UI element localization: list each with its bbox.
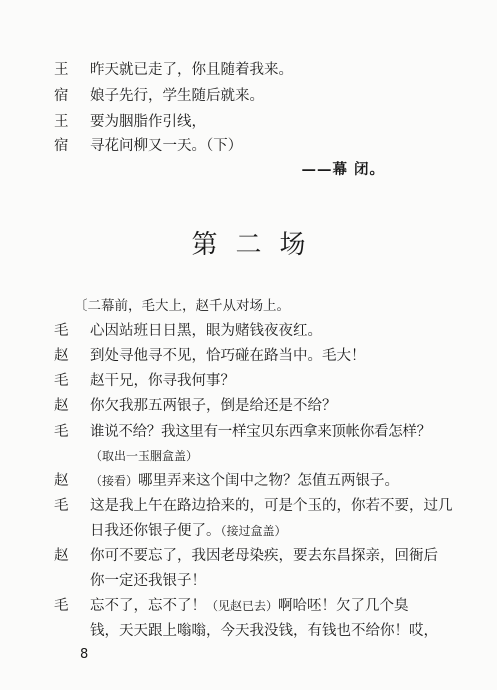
speaker-label: 宿 — [54, 88, 69, 104]
speaker-label: 王 — [54, 114, 69, 130]
stage-direction: （接看） — [90, 474, 139, 488]
stage-direction: （见赵已去） — [206, 599, 279, 613]
dialogue-line — [0, 134, 497, 158]
stage-direction-line — [0, 444, 497, 468]
dialogue-line — [0, 569, 497, 593]
dialogue-fragment: 啊哈呸！欠了几个臭 — [278, 598, 409, 614]
speaker-label: 赵 — [54, 398, 69, 414]
speaker-label: 王 — [54, 62, 69, 78]
curtain-close-direction: ——幕 闭。 — [301, 161, 385, 178]
dialogue-line — [0, 594, 497, 618]
dialogue-line — [0, 58, 497, 82]
dialogue-text: 你可不要忘了，我因老母染疾，要去东昌探亲，回衙后 — [90, 548, 438, 564]
dialogue-fragment: 日我还你银子便了。 — [90, 523, 221, 539]
dialogue-text: 昨天就已走了，你且随着我来。 — [90, 62, 293, 78]
stage-direction: （接过盒盖） — [220, 524, 287, 538]
speaker-label: 赵 — [54, 548, 69, 564]
speaker-label: 毛 — [54, 373, 69, 389]
dialogue-text: 要为胭脂作引线， — [90, 114, 206, 130]
speaker-label: 毛 — [54, 498, 69, 514]
dialogue-text — [90, 519, 471, 543]
dialogue-line — [0, 544, 497, 568]
stage-direction: 〔二幕前，毛大上，赵千从对场上。 — [74, 298, 290, 314]
dialogue-text: 你欠我那五两银子，倒是给还是不给？ — [90, 398, 337, 414]
speaker-label: 宿 — [54, 138, 69, 154]
dialogue-text: 钱，天天跟上嗡嗡，今天我没钱，有钱也不给你！哎， — [90, 623, 438, 639]
dialogue-line — [0, 84, 497, 108]
dialogue-text — [90, 594, 471, 618]
speaker-label: 毛 — [54, 323, 69, 339]
speaker-label: 毛 — [54, 424, 69, 440]
dialogue-line — [0, 619, 497, 643]
dialogue-line — [0, 519, 497, 543]
dialogue-line — [0, 319, 497, 343]
dialogue-line — [0, 494, 497, 518]
dialogue-text: 娘子先行，学生随后就来。 — [90, 88, 264, 104]
dialogue-text: 心因站班日日黑，眼为赌钱夜夜红。 — [90, 323, 322, 339]
dialogue-text: 寻花问柳又一天。（下） — [90, 138, 243, 154]
dialogue-fragment: 忘不了，忘不了！ — [90, 598, 206, 614]
dialogue-text — [90, 469, 471, 493]
dialogue-text: 到处寻他寻不见，恰巧碰在路当中。毛大！ — [90, 348, 366, 364]
speaker-label: 毛 — [54, 598, 69, 614]
speaker-label: 赵 — [54, 348, 69, 364]
dialogue-text: 谁说不给？我这里有一样宝贝东西拿来顶帐你看怎样？ — [90, 424, 431, 440]
dialogue-line — [0, 469, 497, 493]
dialogue-line — [0, 344, 497, 368]
scene-title: 第二场 — [191, 230, 324, 260]
dialogue-text: 这是我上午在路边拾来的，可是个玉的，你若不要，过几 — [90, 498, 453, 514]
speaker-label: 赵 — [54, 473, 69, 489]
dialogue-line — [0, 420, 497, 444]
dialogue-text: 你一定还我银子！ — [90, 573, 206, 589]
dialogue-text: 赵干兄，你寻我何事？ — [90, 373, 235, 389]
stage-direction: （取出一玉胭盒盖） — [90, 449, 199, 463]
dialogue-line — [0, 394, 497, 418]
dialogue-line — [0, 110, 497, 134]
page-number: 8 — [80, 647, 89, 662]
dialogue-line — [0, 369, 497, 393]
dialogue-fragment: 哪里弄来这个闺中之物？怎值五两银子。 — [138, 473, 400, 489]
